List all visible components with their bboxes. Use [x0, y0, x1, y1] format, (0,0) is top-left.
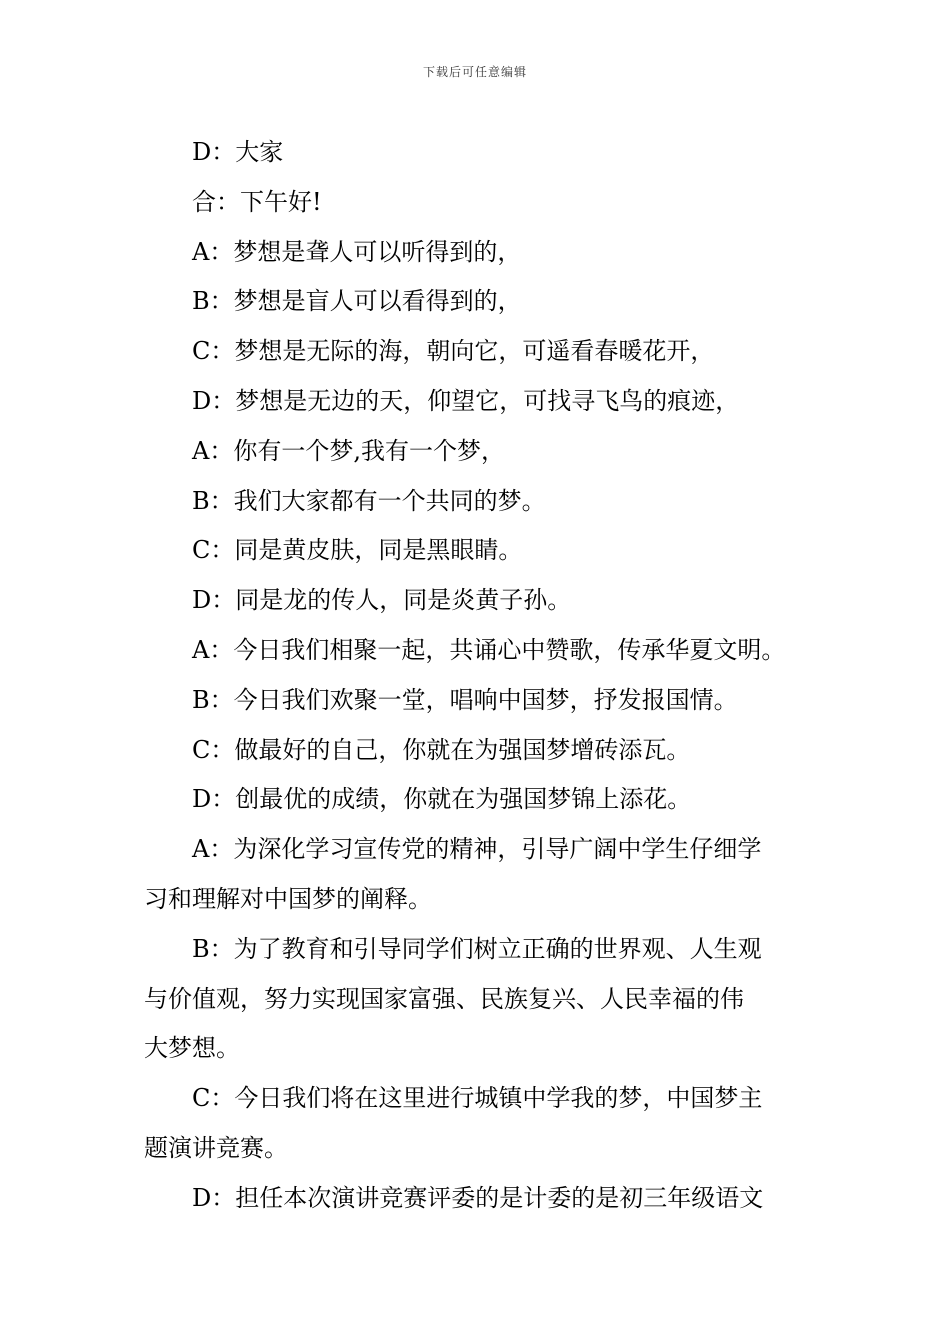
paragraph: A：你有一个梦,我有一个梦，	[192, 436, 505, 465]
paragraph: C：做最好的自己，你就在为强国梦增砖添瓦。	[192, 735, 691, 764]
paragraph: B：梦想是盲人可以看得到的，	[192, 287, 522, 316]
paragraph: D：担任本次演讲竞赛评委的是计委的是初三年级语文	[192, 1183, 764, 1212]
paragraph: D：梦想是无边的天，仰望它，可找寻飞鸟的痕迹，	[192, 386, 740, 415]
page-header: 下载后可任意编辑	[422, 65, 527, 79]
paragraph: D：大家	[192, 138, 284, 166]
paragraph: A：梦想是聋人可以听得到的，	[192, 237, 522, 266]
paragraph: B：今日我们欢聚一堂，唱响中国梦，抒发报国情。	[192, 685, 738, 714]
paragraph: B：为了教育和引导同学们树立正确的世界观、人生观 与价值观，努力实现国家富强、民族复兴、人民幸福的伟 大梦想。	[144, 934, 762, 1063]
paragraph: A：今日我们相聚一起，共诵心中赞歌，传承华夏文明。	[192, 635, 786, 664]
paragraph: D：创最优的成绩，你就在为强国梦锦上添花。	[192, 785, 692, 814]
paragraph: C：同是黄皮肤，同是黑眼睛。	[192, 536, 523, 565]
paragraph: C：梦想是无际的海，朝向它，可遥看春暖花开，	[192, 337, 715, 366]
paragraph: A：为深化学习宣传党的精神，引导广阔中学生仔细学 习和理解对中国梦的阐释。	[144, 835, 762, 913]
document-body	[144, 128, 816, 1224]
paragraph: B：我们大家都有一个共同的梦。	[192, 486, 546, 515]
paragraph: C：今日我们将在这里进行城镇中学我的梦，中国梦主 题演讲竞赛。	[144, 1084, 763, 1162]
paragraph: 合：下午好!	[192, 187, 322, 216]
paragraph: D：同是龙的传人，同是炎黄子孙。	[192, 586, 572, 615]
